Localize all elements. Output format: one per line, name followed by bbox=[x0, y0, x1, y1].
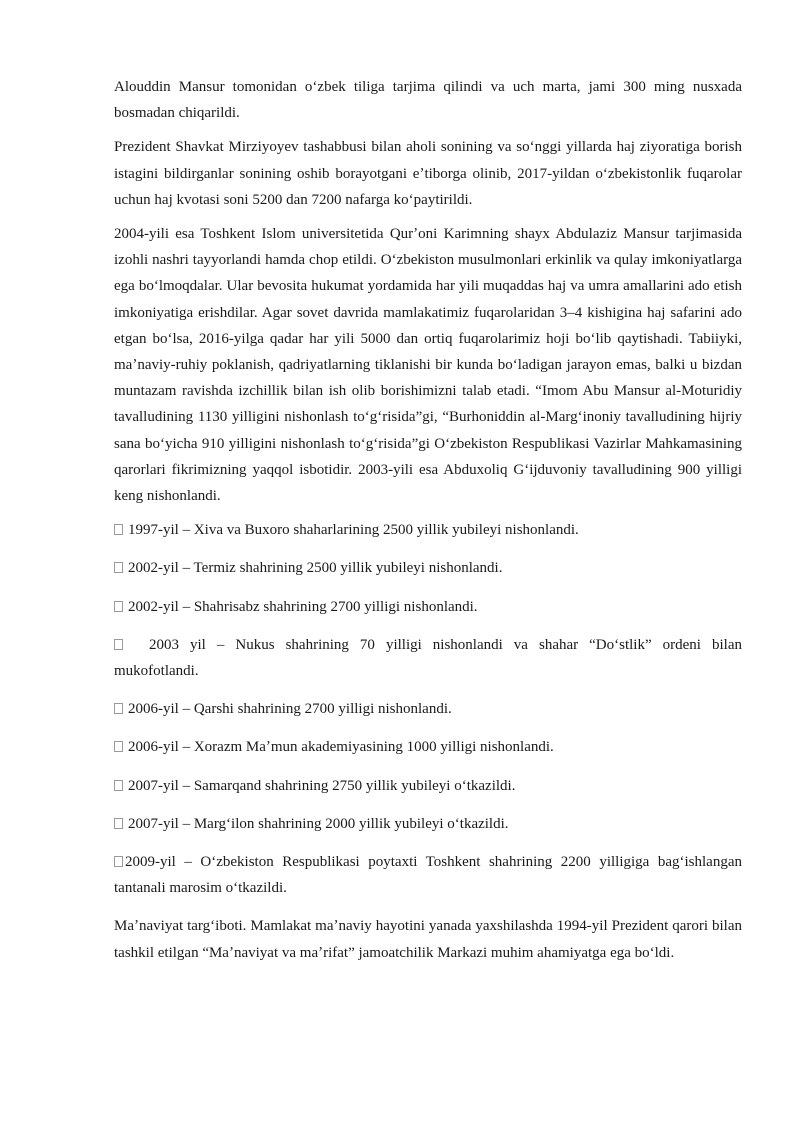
paragraph-haj-kvotasi: Prezident Shavkat Mirziyoyev tashabbusi bilan aholi sonining va soʻnggi yillarda haj ziyoratiga borish istagini bildirganlar sonining oshib borayotgani eʼtiborga olinib, 2017-yildan oʻzbekistonlik fuqarolar uchun haj kvotasi soni 5200 dan 7200 nafarga koʻpaytirildi. bbox=[114, 139, 742, 208]
bullet-box-icon bbox=[114, 780, 123, 791]
list-item-text: 2002-yil – Shahrisabz shahrining 2700 yilligi nishonlandi. bbox=[128, 598, 478, 615]
list-item-text: 2007-yil – Samarqand shahrining 2750 yillik yubileyi oʻtkazildi. bbox=[128, 777, 516, 794]
list-item-text: 2006-yil – Qarshi shahrining 2700 yilligi nishonlandi. bbox=[128, 701, 452, 718]
paragraph-tarjima: Alouddin Mansur tomonidan oʻzbek tiliga tarjima qilindi va uch marta, jami 300 ming nusxada bosmadan chiqarildi. bbox=[114, 79, 742, 122]
list-item-text: 2007-yil – Margʻilon shahrining 2000 yillik yubileyi oʻtkazildi. bbox=[128, 815, 509, 832]
list-item bbox=[114, 517, 742, 543]
list-item bbox=[114, 632, 742, 684]
bullet-box-icon bbox=[114, 856, 123, 867]
list-item bbox=[114, 594, 742, 620]
paragraph-manaviyat-targiboti: Maʼnaviyat targʻiboti. Mamlakat maʼnaviy hayotini yanada yaxshilashda 1994-yil Prezident qarori bilan tashkil etilgan “Maʼnaviyat va maʼrifat” jamoatchilik Markazi muhim ahamiyatga ega boʻldi. bbox=[114, 918, 742, 961]
bullet-box-icon bbox=[114, 562, 123, 573]
bullet-box-icon bbox=[114, 741, 123, 752]
list-item bbox=[114, 734, 742, 760]
bullet-box-icon bbox=[114, 524, 123, 535]
document-page bbox=[114, 74, 742, 974]
list-item bbox=[114, 811, 742, 837]
bullet-box-icon bbox=[114, 703, 123, 714]
list-item bbox=[114, 696, 742, 722]
list-item-text: 1997-yil – Xiva va Buxoro shaharlarining 2500 yillik yubileyi nishonlandi. bbox=[128, 522, 579, 539]
list-item-text: 2009-yil – Oʻzbekiston Respublikasi poytaxti Toshkent shahrining 2200 yilligiga bagʻishlangan tantanali marosim oʻtkazildi. bbox=[114, 854, 742, 897]
list-item bbox=[114, 773, 742, 799]
list-item bbox=[114, 555, 742, 581]
paragraph-islom-universiteti: 2004-yili esa Toshkent Islom universitetida Qurʼoni Karimning shayx Abdulaziz Mansur tarjimasida izohli nashri tayyorlandi hamda chop etildi. Oʻzbekiston musulmonlari erkinlik va qulay imkoniyatlarga ega boʻlmoqdalar. Ular bevosita hukumat yordamida har yili muqaddas haj va umra amallarini ado etish imkoniyatiga erishdilar. Agar sovet davrida mamlakatimiz fuqarolaridan 3–4 kishigina haj safarini ado etgan boʻlsa, 2016-yilga qadar har yili 5000 dan ortiq fuqarolarimiz hoji boʻlib qaytishadi. Tabiiyki, maʼnaviy-ruhiy poklanish, qadriyatlarning tiklanishi bir kunda boʻladigan jarayon emas, balki u bizdan muntazam ravishda izchillik bilan ish olib borishimizni talab etadi. “Imom Abu Mansur al-Moturidiy tavalludining 1130 yilligini nishonlash toʻgʻrisida”gi, “Burhoniddin al-Margʻinoniy tavalludining hijriy sana boʻyicha 910 yilligini nishonlash toʻgʻrisida”gi Oʻzbekiston Respublikasi Vazirlar Mahkamasining qarorlari fikrimizning yaqqol isbotidir. 2003-yili esa Abduxoliq Gʻijduvoniy tavalludining 900 yilligi keng nishonlandi. bbox=[114, 226, 742, 505]
bullet-box-icon bbox=[114, 601, 123, 612]
list-item-text: 2006-yil – Xorazm Maʼmun akademiyasining 1000 yilligi nishonlandi. bbox=[128, 739, 554, 756]
list-item-text: 2002-yil – Termiz shahrining 2500 yillik yubileyi nishonlandi. bbox=[128, 560, 503, 577]
list-item bbox=[114, 849, 742, 901]
jubilee-list bbox=[114, 517, 742, 901]
bullet-box-icon bbox=[114, 639, 123, 650]
bullet-box-icon bbox=[114, 818, 123, 829]
list-item-text: 2003 yil – Nukus shahrining 70 yilligi nishonlandi va shahar “Doʻstlik” ordeni bilan mukofotlandi. bbox=[114, 636, 742, 680]
